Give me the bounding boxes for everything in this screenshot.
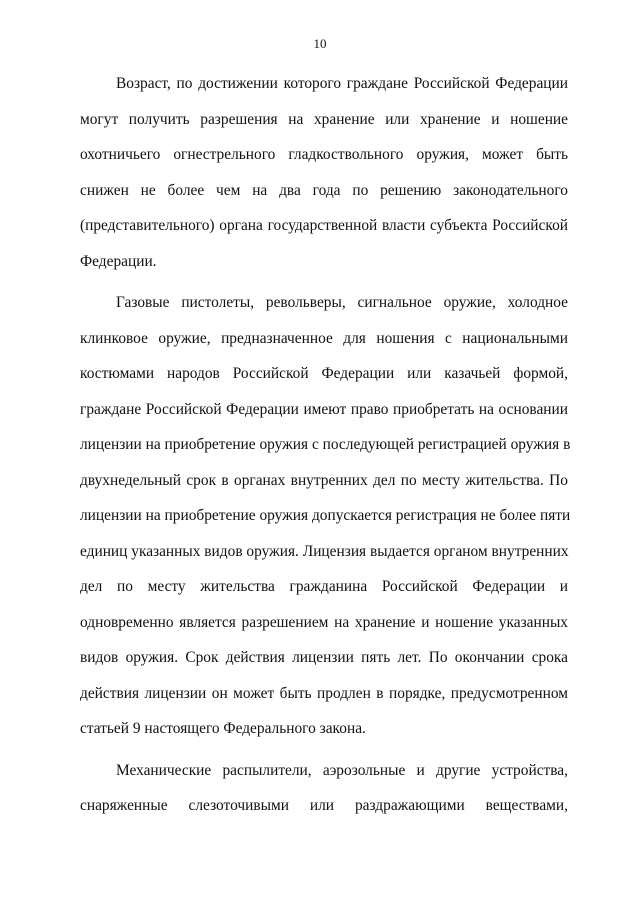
text-line: могут получить разрешения на хранение или хранение и ношение <box>80 110 568 128</box>
text-line: Федерации. <box>80 252 157 270</box>
paragraph-age-limit <box>80 66 568 279</box>
text-line: дел по месту жительства гражданина Российской Федерации и <box>80 578 568 595</box>
text-line: снижен не более чем на два года по решению законодательного <box>80 181 568 199</box>
text-line: одновременно является разрешением на хранение и ношение указанных <box>80 613 568 631</box>
text-line: статьей 9 настоящего Федерального закона. <box>80 720 366 737</box>
body-text <box>80 66 571 824</box>
text-line: клинковое оружие, предназначенное для ношения с национальными <box>80 329 568 347</box>
text-line: Газовые пистолеты, револьверы, сигнальное оружие, холодное <box>116 294 568 311</box>
text-line: лицензии на приобретение оружия допускается регистрация не более пяти <box>80 507 571 524</box>
text-line: лицензии на приобретение оружия с последующей регистрацией оружия в <box>80 436 571 453</box>
text-line: граждане Российской Федерации имеют право приобретать на основании <box>80 400 568 418</box>
paragraph-gas-weapons <box>80 285 571 747</box>
page-number: 10 <box>313 36 327 51</box>
text-line: охотничьего огнестрельного гладкоствольного оружия, может быть <box>80 146 568 163</box>
text-line: Возраст, по достижении которого граждане Российской Федерации <box>116 75 568 92</box>
text-line: (представительного) органа государственной власти субъекта Российской <box>80 217 568 234</box>
text-line: действия лицензии он может быть продлен в порядке, предусмотренном <box>80 684 568 702</box>
paragraph-sprayers <box>80 753 568 824</box>
text-line: костюмами народов Российской Федерации или казачьей формой, <box>80 365 568 382</box>
text-line: видов оружия. Срок действия лицензии пять лет. По окончании срока <box>80 649 568 666</box>
text-line: Механические распылители, аэрозольные и другие устройства, <box>116 761 568 779</box>
text-line: двухнедельный срок в органах внутренних дел по месту жительства. По <box>80 471 568 489</box>
text-line: единиц указанных видов оружия. Лицензия выдается органом внутренних <box>80 542 569 560</box>
text-line: снаряженные слезоточивыми или раздражающими веществами, <box>80 797 568 814</box>
